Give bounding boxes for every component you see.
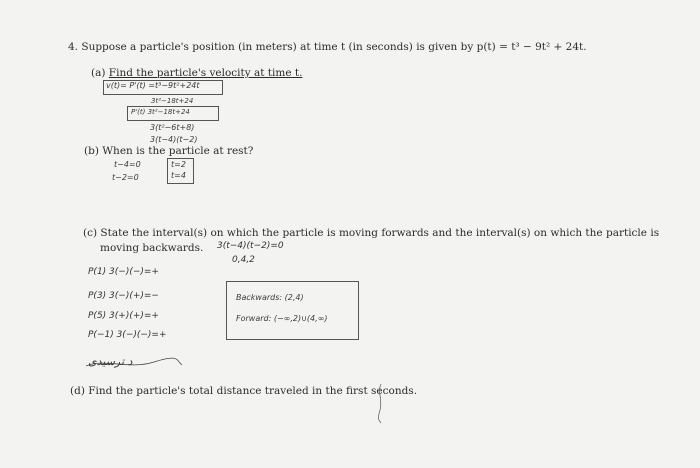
critical-points: 0,4,2 <box>232 255 255 265</box>
sign-test-4: P(−1) 3(−)(−)=+ <box>88 330 167 340</box>
scribble-stroke <box>84 356 184 370</box>
part-d-label: (d) <box>70 385 85 397</box>
part-a-label: (a) <box>91 67 106 79</box>
factor-line-1: 3(t²−6t+8) <box>150 123 195 132</box>
handwritten-scribble: د ترسیدی <box>88 355 133 368</box>
part-c-text-1: State the interval(s) on which the particle is moving forwards and the interval(s) on which the particle is <box>100 227 660 239</box>
question-stem <box>68 41 587 53</box>
part-b-prompt <box>84 145 253 157</box>
part-b-label: (b) <box>84 145 99 157</box>
part-b-text: When is the particle at rest? <box>102 145 254 157</box>
rest-eq-2: t−2=0 <box>112 173 139 182</box>
velocity-line: v(t)= P'(t) =t³−9t²+24t <box>106 81 200 90</box>
part-d-prompt <box>70 385 417 397</box>
rest-answer-2: t=4 <box>171 171 186 180</box>
part-c-prompt-line-2: moving backwards. <box>100 242 204 254</box>
part-d-text-pre: Find the particle's total distance traveled in the first <box>88 385 368 397</box>
sign-test-1: P(1) 3(−)(−)=+ <box>88 267 159 277</box>
factor-line-2: 3(t−4)(t−2) <box>150 135 198 144</box>
rest-eq-1: t−4=0 <box>114 160 141 169</box>
part-c-label: (c) <box>83 227 98 239</box>
factored-equation: 3(t−4)(t−2)=0 <box>217 241 284 251</box>
backwards-interval: Backwards: (2,4) <box>236 293 304 302</box>
derivative-boxed-line: P'(t) 3t²−18t+24 <box>131 108 190 116</box>
part-d-text-post: seconds. <box>371 385 418 397</box>
part-c-prompt-line-1 <box>83 227 659 239</box>
direction-answer-box <box>226 281 359 340</box>
forwards-interval: Forward: (−∞,2)∪(4,∞) <box>236 314 328 323</box>
pen-stroke <box>374 380 388 425</box>
sign-test-2: P(3) 3(−)(+)=− <box>88 291 159 301</box>
sign-test-3: P(5) 3(+)(+)=+ <box>88 311 159 321</box>
part-a-text: Find the particle's velocity at time t. <box>108 67 303 79</box>
derivative-line: 3t²−18t+24 <box>151 97 194 105</box>
question-text: Suppose a particle's position (in meters) at time t (in seconds) is given by p(t) = t³ − 9t² + 24t. <box>81 41 587 53</box>
question-number: 4. <box>68 41 79 53</box>
part-a-prompt <box>91 67 302 79</box>
rest-answer-1: t=2 <box>171 160 186 169</box>
